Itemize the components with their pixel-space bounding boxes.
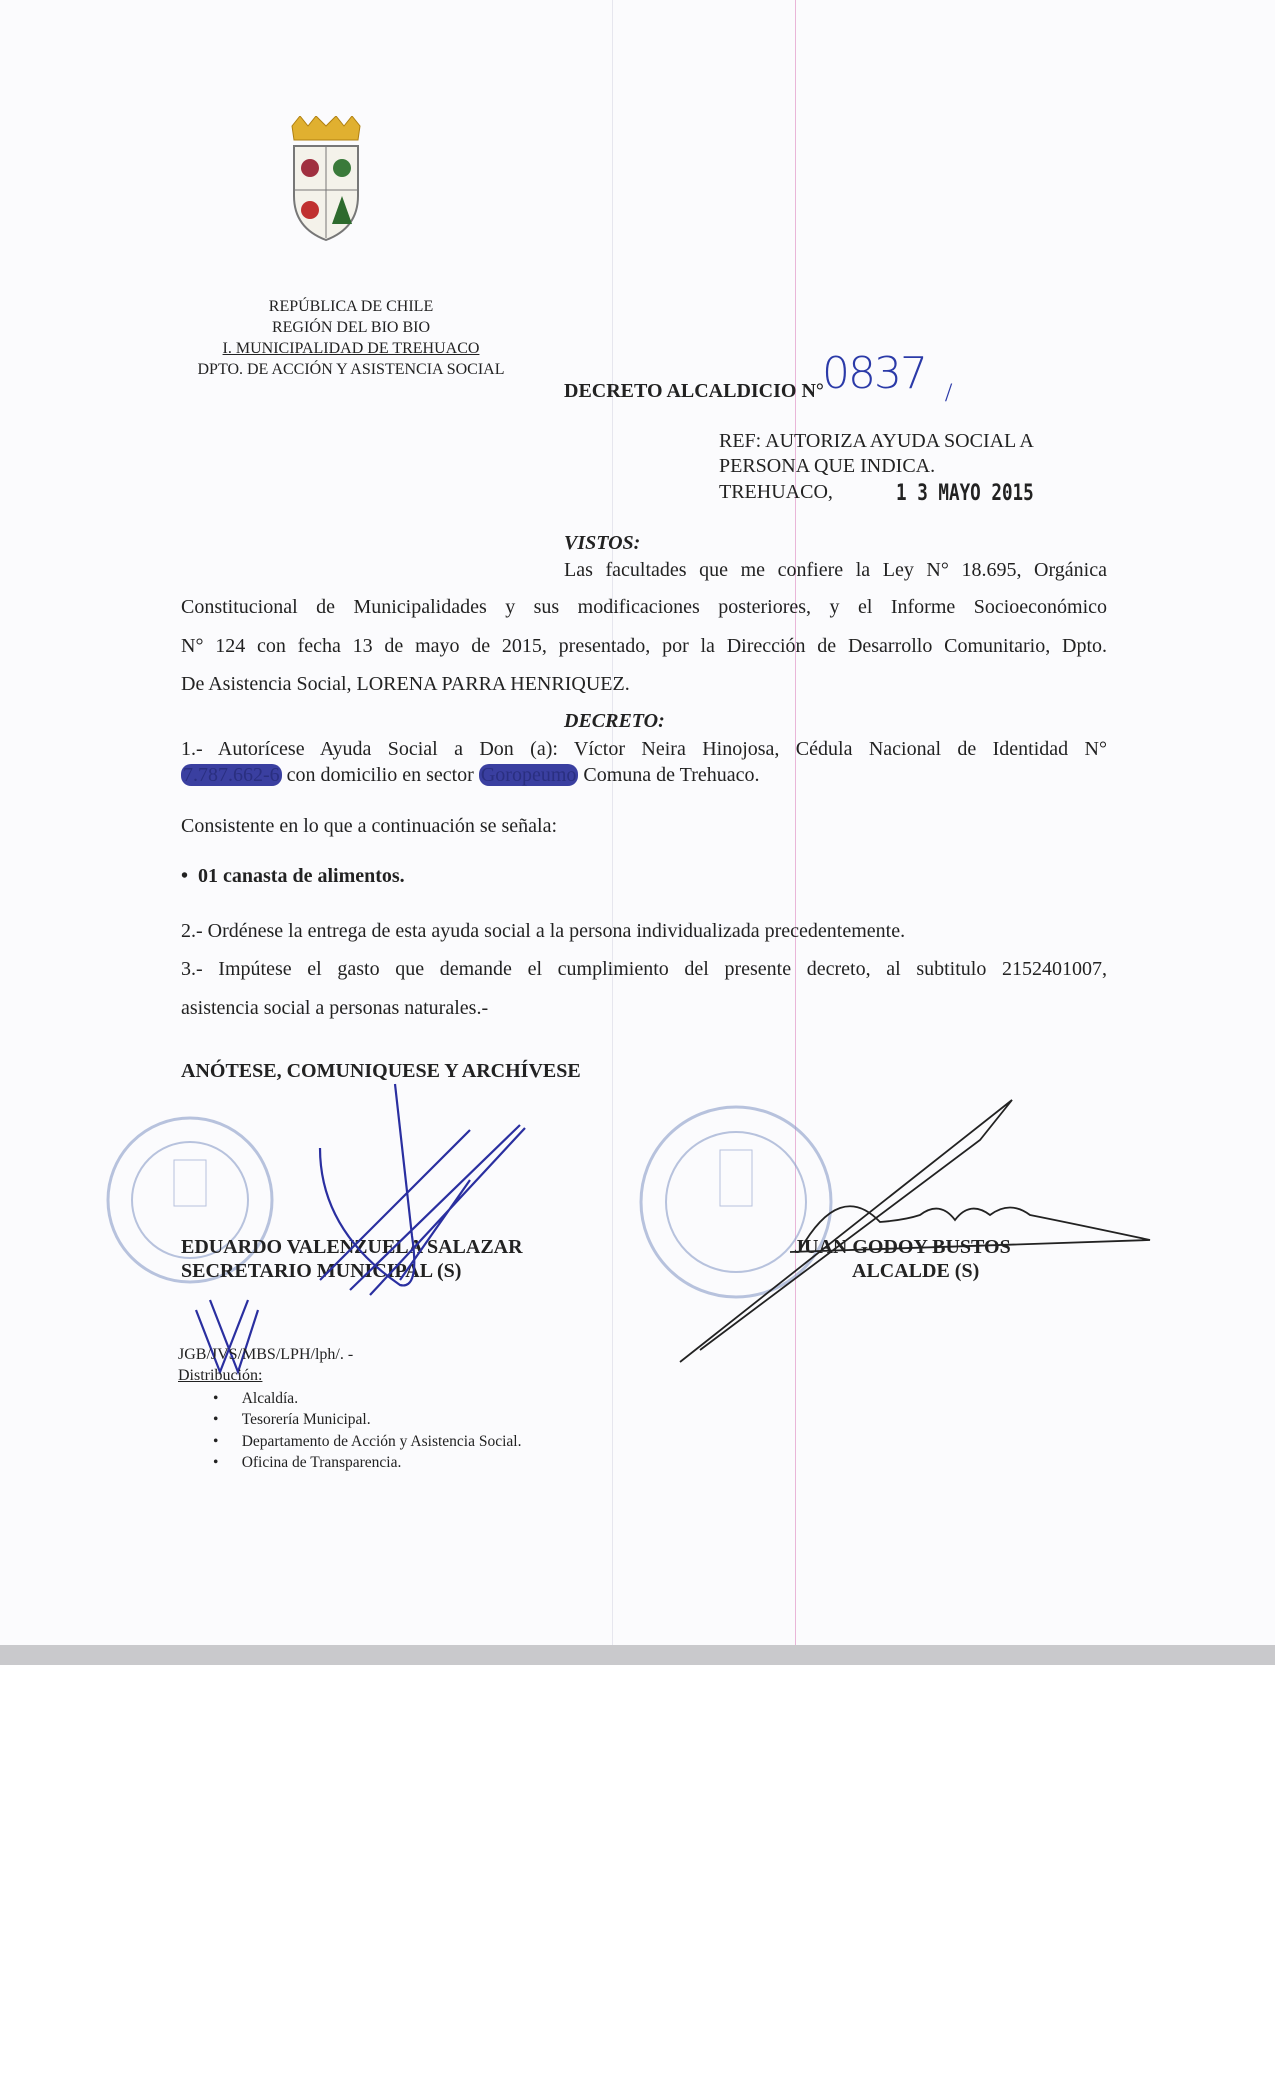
ref-place: TREHUACO, <box>719 481 833 503</box>
mayor-title: ALCALDE (S) <box>852 1260 980 1282</box>
header-region: REGIÓN DEL BIO BIO <box>271 319 431 336</box>
vistos-line-3: N° 124 con fecha 13 de mayo de 2015, presentado, por la Dirección de Desarrollo Comunitario, Dpto. <box>181 635 1107 657</box>
item-1-text: con domicilio en sector <box>281 764 479 786</box>
decree-title: DECRETO ALCALDICIO N° <box>564 380 824 402</box>
decree-number: 0837 <box>822 348 926 399</box>
decree-number-mark: / <box>945 378 953 407</box>
vistos-heading: VISTOS: <box>564 532 641 554</box>
mayor-name: JUAN GODOY BUSTOS <box>794 1236 1011 1258</box>
distribution-label: Distribución: <box>178 1367 263 1384</box>
distribution-item: • Alcaldía. <box>213 1390 299 1407</box>
header-department: DPTO. DE ACCIÓN Y ASISTENCIA SOCIAL <box>197 361 505 378</box>
bullet-icon: • <box>181 865 199 887</box>
vistos-line-2: Constitucional de Municipalidades y sus modificaciones posteriores, y el Informe Socioeconómico <box>181 596 1107 618</box>
item-3-line-2: asistencia social a personas naturales.- <box>181 997 489 1019</box>
scan-edge <box>0 1645 1275 1665</box>
initials-reference: JGB/JVS/MBS/LPH/lph/. - <box>178 1346 354 1363</box>
vistos-line-1: Las facultades que me confiere la Ley N° 18.695, Orgánica <box>564 559 1107 581</box>
closing-formula: ANÓTESE, COMUNIQUESE Y ARCHÍVESE <box>181 1060 581 1082</box>
distribution-item: • Tesorería Municipal. <box>213 1411 371 1429</box>
item-1-end: Comuna de Trehuaco. <box>578 764 760 786</box>
ref-line-2: PERSONA QUE INDICA. <box>719 455 936 477</box>
redacted-id-number: 7.787.662-6 <box>183 764 280 786</box>
secretary-title: SECRETARIO MUNICIPAL (S) <box>181 1260 462 1282</box>
decreto-heading: DECRETO: <box>564 710 665 732</box>
consistente-text: Consistente en lo que a continuación se señala: <box>181 815 558 837</box>
distribution-list <box>213 1388 521 1473</box>
item-1-line-1: 1.- Autorícese Ayuda Social a Don (a): Víctor Neira Hinojosa, Cédula Nacional de Identidad N° <box>181 738 1107 760</box>
item-2: 2.- Ordénese la entrega de esta ayuda social a la persona individualizada precedentemente. <box>181 920 906 942</box>
aid-item-label: 01 canasta de alimentos. <box>198 865 405 887</box>
ref-line-1: REF: AUTORIZA AYUDA SOCIAL A <box>719 430 1034 452</box>
vistos-line-4: De Asistencia Social, LORENA PARRA HENRIQUEZ. <box>181 673 630 695</box>
redacted-sector: Goropeumo <box>480 764 577 786</box>
header-country: REPÚBLICA DE CHILE <box>268 298 434 315</box>
distribution-item: • Departamento de Acción y Asistencia Social. <box>213 1432 522 1450</box>
header-municipality: I. MUNICIPALIDAD DE TREHUACO <box>222 340 480 357</box>
item-3-line-1: 3.- Impútese el gasto que demande el cumplimiento del presente decreto, al subtitulo 2152401007, <box>181 958 1107 980</box>
distribution-item: • Oficina de Transparencia. <box>213 1453 402 1471</box>
date-stamp: 1 3 MAYO 2015 <box>896 481 1034 506</box>
secretary-name: EDUARDO VALENZUELA SALAZAR <box>181 1236 523 1258</box>
